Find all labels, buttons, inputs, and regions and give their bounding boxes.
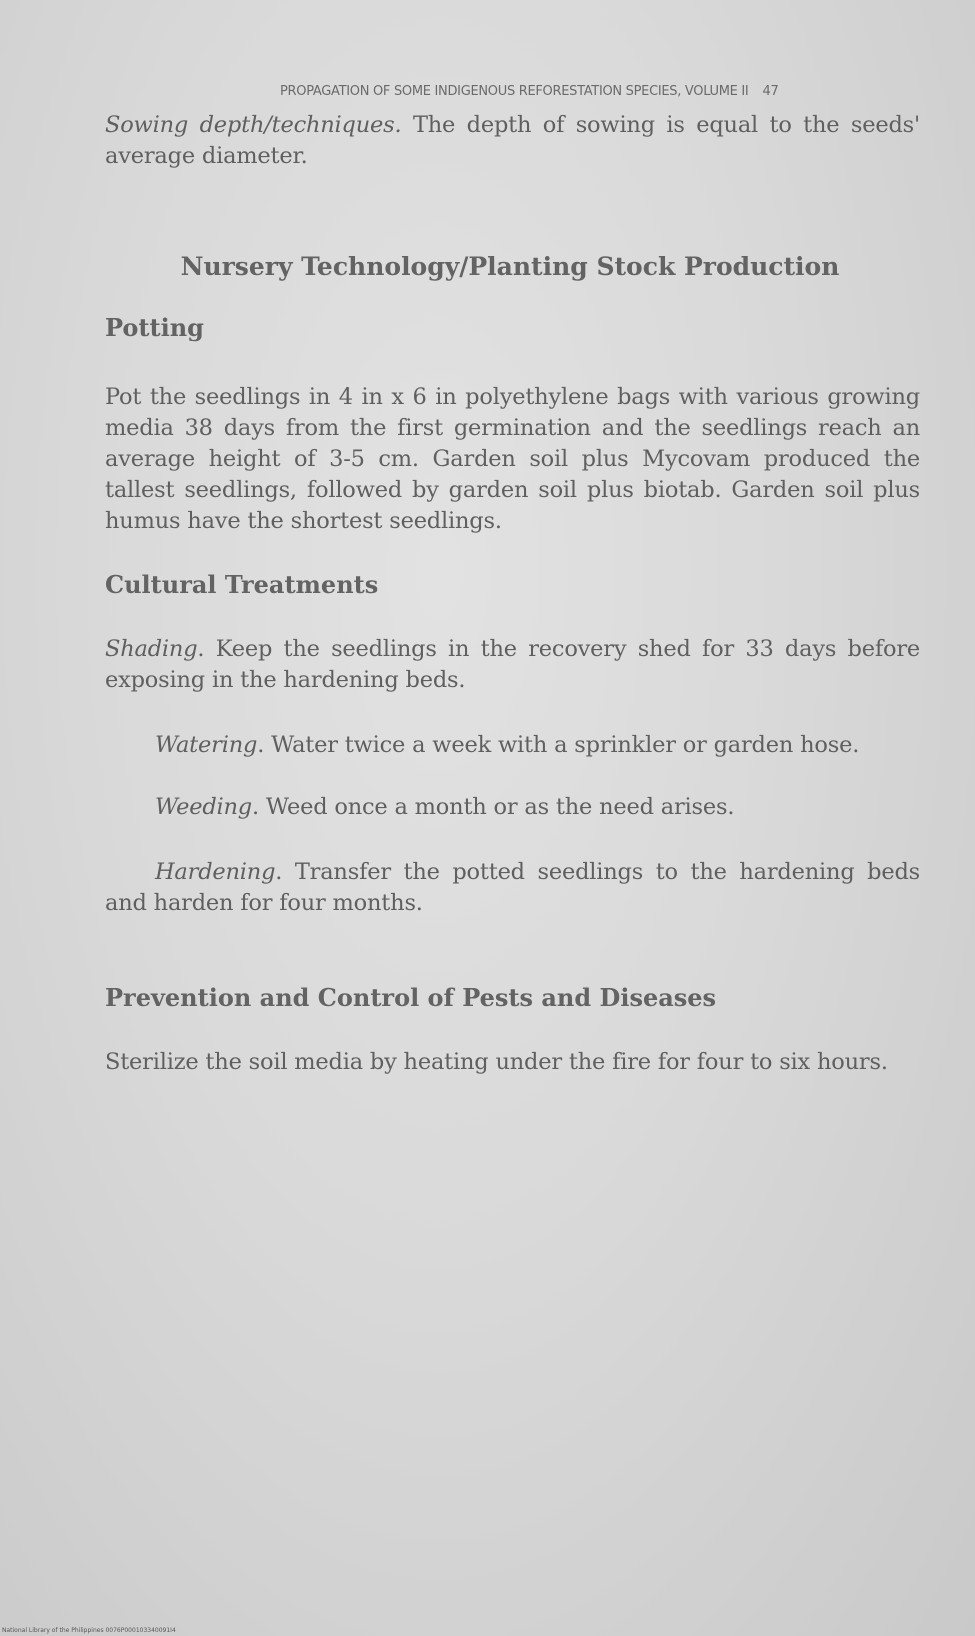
pests-paragraph: Sterilize the soil media by heating under the fire for four to six hours.	[105, 1049, 888, 1075]
shading-term: Shading	[105, 636, 198, 662]
hardening-text: . Transfer the potted seedlings to the hardening beds and harden for four months.	[105, 859, 920, 916]
weeding-term: Weeding	[155, 794, 253, 820]
weeding-paragraph	[105, 792, 920, 823]
sowing-term: Sowing depth/techniques.	[105, 112, 402, 138]
scan-footer-note: National Library of the Philippines 0076P000103340091I4	[2, 1627, 176, 1634]
running-title: PROPAGATION OF SOME INDIGENOUS REFORESTATION SPECIES, VOLUME II	[280, 84, 749, 99]
weeding-text: . Weed once a month or as the need arises.	[252, 794, 735, 820]
watering-term: Watering	[155, 732, 258, 758]
section-title: Nursery Technology/Planting Stock Production	[180, 252, 840, 281]
potting-heading: Potting	[105, 313, 204, 342]
watering-text: . Water twice a week with a sprinkler or garden hose.	[257, 732, 860, 758]
pests-heading: Prevention and Control of Pests and Diseases	[105, 983, 717, 1012]
sowing-text: The depth of sowing is equal to the seeds' average diameter.	[105, 112, 920, 169]
running-header	[280, 84, 920, 99]
shading-paragraph	[105, 634, 920, 696]
sowing-paragraph	[105, 110, 920, 172]
hardening-term: Hardening	[155, 859, 276, 885]
page-number: 47	[762, 84, 779, 99]
hardening-paragraph	[105, 857, 920, 919]
watering-paragraph	[105, 730, 920, 761]
potting-paragraph: Pot the seedlings in 4 in x 6 in polyethylene bags with various growing media 38 days from the first germination and the seedlings reach an average height of 3-5 cm. Garden soil plus Mycovam produced the tallest seedlings, followed by garden soil plus biotab. Garden soil plus humus have the shortest seedlings.	[105, 384, 920, 534]
shading-text: . Keep the seedlings in the recovery shed for 33 days before exposing in the hardening beds.	[105, 636, 920, 693]
cultural-treatments-heading: Cultural Treatments	[105, 570, 379, 599]
